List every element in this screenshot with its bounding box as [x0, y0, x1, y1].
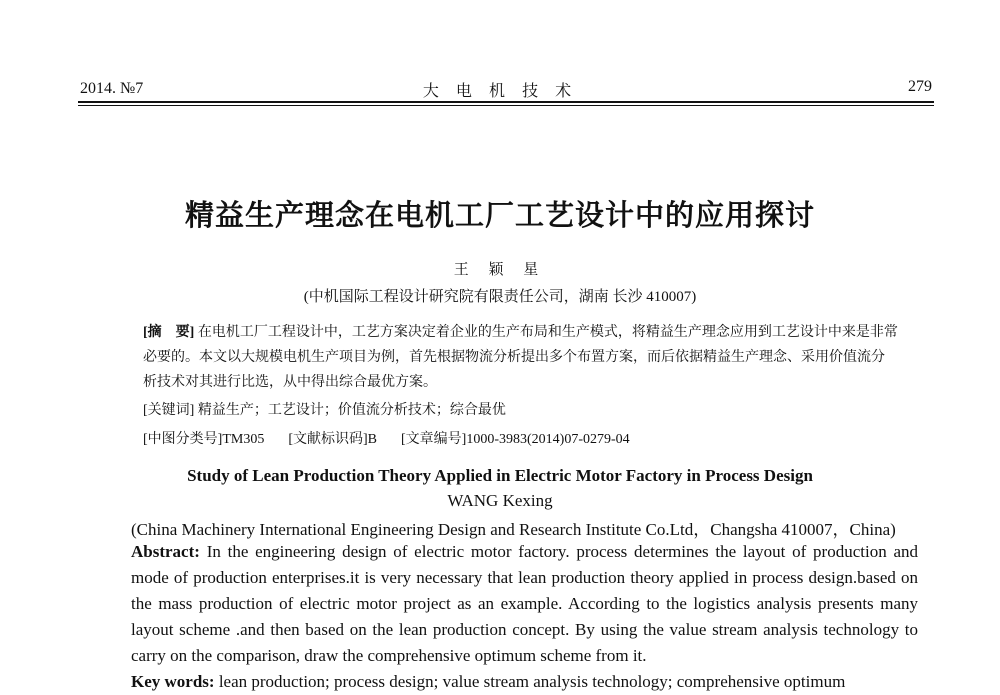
author-cn: 王 颖 星 — [453, 262, 547, 278]
page-number: 279 — [908, 78, 932, 95]
article-no-value: 1000-3983(2014)07-0279-04 — [466, 432, 630, 447]
classification-line — [143, 427, 898, 452]
article-title-en: Study of Lean Production Theory Applied in Electric Motor Factory in Process Design — [187, 466, 813, 485]
keywords-label-cn: [关键词] — [143, 403, 195, 418]
abstract-text-en: In the engineering design of electric motor factory. process determines the layout of production and mode of production enterprises.it is very necessary that lean production theory applied in process design.based on the mass production of electric motor project as an example. According to the logistics analysis presents many layout scheme .and then based on the lean production concept. By using the value stream analysis technology to carry on the comparison, draw the comprehensive optimum scheme from it. — [131, 542, 919, 665]
clc-value: TM305 — [222, 432, 265, 447]
clc-label: [中图分类号] — [143, 432, 223, 447]
abstract-en — [131, 539, 918, 669]
keywords-cn — [143, 398, 898, 423]
abstract-label-cn: [摘 要] — [143, 325, 195, 340]
abstract-cn — [143, 320, 898, 395]
abstract-text-cn: 在电机工厂工程设计中，工艺方案决定着企业的生产布局和生产模式，将精益生产理念应用到工艺设计中来是非常必要的。本文以大规模电机生产项目为例，首先根据物流分析提出多个布置方案，而后依据精益生产理念、采用价值流分析技术对其进行比选，从中得出综合最优方案。 — [143, 325, 898, 390]
keywords-text-cn: 精益生产；工艺设计；价值流分析技术；综合最优 — [197, 403, 506, 418]
doc-code-value: B — [367, 432, 377, 447]
doc-code-label: [文献标识码] — [288, 432, 368, 447]
affiliation-en: (China Machinery International Engineering Design and Research Institute Co.Ltd，Changsha 410007，China) — [131, 520, 896, 539]
keywords-label-en: Key words: — [131, 672, 215, 691]
journal-issue: 2014. №7 — [80, 80, 144, 97]
header-rule — [78, 101, 934, 103]
affiliation-cn: (中机国际工程设计研究院有限责任公司，湖南 长沙 410007) — [303, 289, 697, 305]
header-rule-thin — [78, 105, 934, 106]
journal-name: 大 电 机 技 术 — [422, 81, 578, 100]
author-en: WANG Kexing — [447, 491, 553, 510]
article-title-cn: 精益生产理念在电机工厂工艺设计中的应用探讨 — [184, 198, 815, 232]
article-no-label: [文章编号] — [401, 432, 467, 447]
abstract-label-en: Abstract: — [131, 542, 200, 561]
keywords-en — [131, 669, 918, 695]
keywords-text-en: lean production; process design; value stream analysis technology; comprehensive optimum — [218, 672, 846, 691]
